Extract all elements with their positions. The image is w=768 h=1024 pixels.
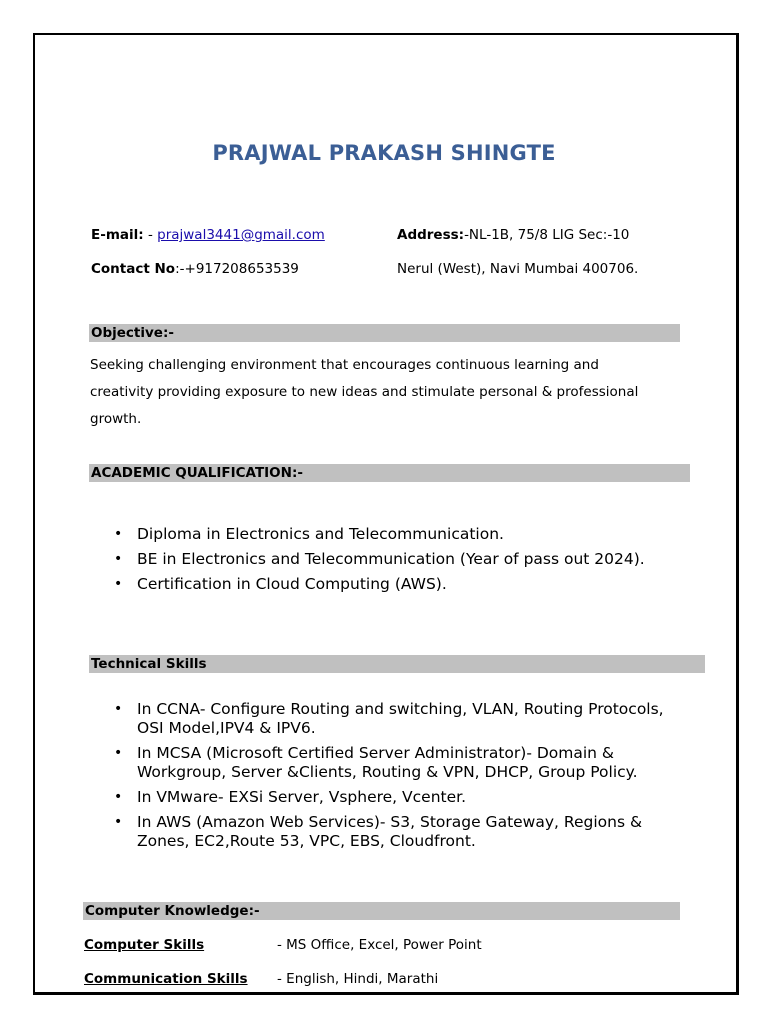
technical-heading: Technical Skills <box>89 655 705 673</box>
communication-skills-label: Communication Skills <box>84 971 248 987</box>
list-item: • BE in Electronics and Telecommunication (Year of pass out 2024). <box>90 550 710 569</box>
list-item-line: Workgroup, Server &Clients, Routing & VPN, DHCP, Group Policy. <box>137 763 638 781</box>
address-label: Address: <box>397 227 465 243</box>
list-item <box>90 788 710 807</box>
list-item <box>90 744 710 782</box>
computer-skills-label: Computer Skills <box>84 937 205 953</box>
candidate-name: PRAJWAL PRAKASH SHINGTE <box>212 141 556 165</box>
academic-list <box>90 525 710 594</box>
objective-text <box>90 352 670 433</box>
list-item <box>90 700 710 738</box>
objective-line: creativity providing exposure to new ideas and stimulate personal & professional <box>90 384 639 400</box>
address-row <box>397 227 629 243</box>
list-item: • Certification in Cloud Computing (AWS). <box>90 575 710 594</box>
phone-row <box>91 261 299 277</box>
email-separator: - <box>143 227 158 243</box>
list-item <box>90 813 710 851</box>
phone-label: Contact No <box>91 261 176 277</box>
list-item-line: • In MCSA (Microsoft Certified Server Administrator)- Domain & <box>137 744 615 762</box>
objective-heading: Objective:- <box>89 324 680 342</box>
list-item: • Diploma in Electronics and Telecommunication. <box>90 525 710 544</box>
address-line-1: -NL-1B, 75/8 LIG Sec:-10 <box>464 227 630 243</box>
list-item-line: • In CCNA- Configure Routing and switching, VLAN, Routing Protocols, <box>137 700 664 718</box>
computer-skills-value: - MS Office, Excel, Power Point <box>277 937 482 953</box>
academic-heading: ACADEMIC QUALIFICATION:- <box>89 464 690 482</box>
address-line-2: Nerul (West), Navi Mumbai 400706. <box>397 261 639 277</box>
list-item-line: OSI Model,IPV4 & IPV6. <box>137 719 316 737</box>
list-item-line: • In VMware- EXSi Server, Vsphere, Vcenter. <box>137 788 467 806</box>
list-item-line: • In AWS (Amazon Web Services)- S3, Storage Gateway, Regions & <box>137 813 643 831</box>
technical-list <box>90 700 710 851</box>
list-item-line: Zones, EC2,Route 53, VPC, EBS, Cloudfront. <box>137 832 476 850</box>
email-row <box>91 227 325 243</box>
objective-line: growth. <box>90 411 142 427</box>
communication-skills-value: - English, Hindi, Marathi <box>277 971 439 987</box>
phone-value: :-+917208653539 <box>175 261 299 277</box>
email-link[interactable]: prajwal3441@gmail.com <box>157 227 325 243</box>
email-label: E-mail: <box>91 227 144 243</box>
objective-line: Seeking challenging environment that encourages continuous learning and <box>90 357 599 373</box>
computer-heading: Computer Knowledge:- <box>83 902 680 920</box>
